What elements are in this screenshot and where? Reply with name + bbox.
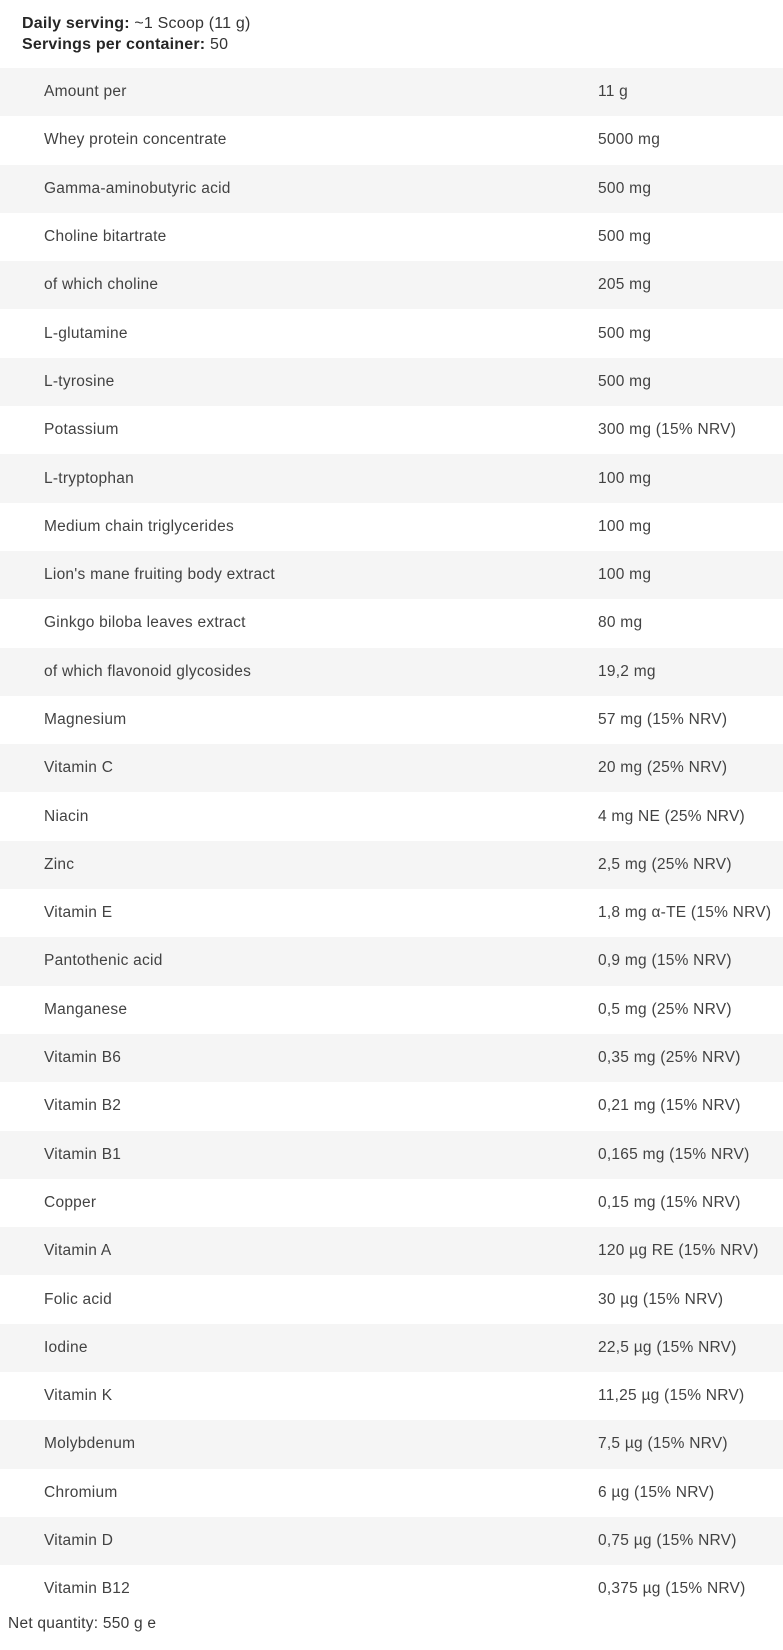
nutrient-name: Folic acid	[44, 1290, 112, 1308]
table-row	[0, 744, 783, 792]
nutrient-amount: 5000 mg	[598, 131, 661, 149]
nutrient-name: Whey protein concentrate	[44, 131, 227, 149]
table-row	[0, 1565, 783, 1613]
nutrient-name: Vitamin B1	[44, 1145, 122, 1163]
nutrient-amount: 57 mg (15% NRV)	[598, 711, 728, 728]
nutrient-amount: 0,75 µg (15% NRV)	[598, 1532, 737, 1550]
nutrient-amount: 0,21 mg (15% NRV)	[598, 1097, 741, 1115]
nutrient-name: Potassium	[44, 421, 119, 439]
nutrient-amount: 20 mg (25% NRV)	[598, 759, 728, 777]
nutrient-name: of which choline	[44, 276, 159, 294]
nutrient-name: Gamma-aminobutyric acid	[44, 179, 231, 197]
nutrient-name: Medium chain triglycerides	[44, 517, 234, 535]
daily-serving-line	[22, 13, 251, 34]
nutrient-amount: 205 mg	[598, 276, 652, 294]
table-row	[0, 1372, 783, 1420]
servings-per-container-line	[22, 34, 251, 55]
nutrient-amount: 300 mg (15% NRV)	[598, 421, 737, 439]
nutrient-amount: 4 mg NE (25% NRV)	[598, 807, 745, 825]
table-row	[0, 1131, 783, 1179]
net-quantity: Net quantity: 550 g e	[8, 1615, 157, 1632]
nutrient-name: Vitamin C	[44, 759, 114, 777]
nutrient-amount: 100 mg	[598, 469, 652, 487]
nutrient-name: Ginkgo biloba leaves extract	[44, 614, 246, 632]
table-row	[0, 68, 783, 116]
table-row	[0, 937, 783, 985]
nutrient-name: Lion's mane fruiting body extract	[44, 566, 275, 584]
table-row	[0, 406, 783, 454]
nutrient-name: Magnesium	[44, 711, 127, 728]
serving-info-header	[22, 13, 251, 55]
nutrient-amount: 11,25 µg (15% NRV)	[598, 1387, 745, 1405]
nutrient-amount: 0,9 mg (15% NRV)	[598, 952, 732, 970]
nutrient-name: Iodine	[44, 1338, 88, 1356]
nutrient-amount: 80 mg	[598, 614, 643, 632]
servings-per-container-label: Servings per container:	[22, 36, 206, 53]
table-row	[0, 1227, 783, 1275]
table-row	[0, 551, 783, 599]
nutrient-amount: 0,15 mg (15% NRV)	[598, 1193, 741, 1211]
nutrient-name: Pantothenic acid	[44, 952, 163, 970]
nutrient-name: L-tryptophan	[44, 469, 135, 487]
table-row	[0, 1469, 783, 1517]
nutrient-name: of which flavonoid glycosides	[44, 662, 252, 680]
nutrient-name: Chromium	[44, 1483, 118, 1501]
nutrient-name: Manganese	[44, 1000, 128, 1018]
nutrient-amount: 22,5 µg (15% NRV)	[598, 1338, 737, 1356]
nutrient-amount: 0,5 mg (25% NRV)	[598, 1000, 732, 1018]
nutrient-name: Amount per	[44, 83, 127, 101]
table-row	[0, 986, 783, 1034]
table-row	[0, 1034, 783, 1082]
daily-serving-value: ~1 Scoop (11 g)	[134, 15, 251, 32]
table-row	[0, 599, 783, 647]
nutrient-name: Choline bitartrate	[44, 228, 167, 246]
nutrient-name: Vitamin K	[44, 1387, 113, 1405]
nutrient-amount: 30 µg (15% NRV)	[598, 1290, 724, 1308]
nutrient-name: Niacin	[44, 807, 89, 825]
table-row	[0, 165, 783, 213]
table-row	[0, 503, 783, 551]
table-row	[0, 309, 783, 357]
servings-per-container-value: 50	[209, 36, 229, 53]
table-row	[0, 358, 783, 406]
nutrient-amount: 120 µg RE (15% NRV)	[598, 1242, 759, 1260]
nutrition-facts-table	[0, 68, 783, 1614]
table-row	[0, 261, 783, 309]
nutrient-name: Molybdenum	[44, 1435, 136, 1453]
nutrient-name: Vitamin B12	[44, 1580, 131, 1598]
nutrient-amount: 11 g	[598, 83, 629, 101]
nutrient-name: Vitamin E	[44, 904, 113, 922]
nutrient-name: Vitamin A	[44, 1242, 112, 1260]
nutrient-amount: 500 mg	[598, 324, 652, 342]
table-row	[0, 213, 783, 261]
nutrient-amount: 100 mg	[598, 517, 652, 535]
daily-serving-label: Daily serving:	[22, 15, 130, 32]
table-row	[0, 696, 783, 744]
table-row	[0, 454, 783, 502]
nutrient-amount: 1,8 mg α-TE (15% NRV)	[598, 904, 772, 922]
table-row	[0, 1324, 783, 1372]
table-row	[0, 1517, 783, 1565]
nutrient-name: Vitamin D	[44, 1532, 114, 1550]
table-row	[0, 116, 783, 164]
nutrient-name: Vitamin B6	[44, 1049, 122, 1067]
nutrient-amount: 2,5 mg (25% NRV)	[598, 855, 732, 873]
table-row	[0, 1275, 783, 1323]
nutrient-amount: 0,35 mg (25% NRV)	[598, 1049, 741, 1067]
nutrient-amount: 0,165 mg (15% NRV)	[598, 1145, 750, 1163]
table-row	[0, 792, 783, 840]
nutrient-amount: 0,375 µg (15% NRV)	[598, 1580, 746, 1598]
nutrient-name: Zinc	[44, 855, 75, 873]
nutrient-amount: 500 mg	[598, 372, 652, 390]
nutrient-amount: 500 mg	[598, 179, 652, 197]
nutrient-amount: 7,5 µg (15% NRV)	[598, 1435, 728, 1453]
nutrient-amount: 500 mg	[598, 228, 652, 246]
table-row	[0, 1420, 783, 1468]
nutrient-name: L-tyrosine	[44, 372, 115, 390]
table-row	[0, 648, 783, 696]
nutrient-amount: 19,2 mg	[598, 662, 656, 680]
table-row	[0, 1179, 783, 1227]
nutrient-amount: 6 µg (15% NRV)	[598, 1483, 715, 1501]
table-row	[0, 841, 783, 889]
nutrient-amount: 100 mg	[598, 566, 652, 584]
table-row	[0, 889, 783, 937]
table-row	[0, 1082, 783, 1130]
nutrient-name: Copper	[44, 1193, 97, 1211]
nutrient-name: L-glutamine	[44, 324, 128, 342]
nutrient-name: Vitamin B2	[44, 1097, 122, 1115]
